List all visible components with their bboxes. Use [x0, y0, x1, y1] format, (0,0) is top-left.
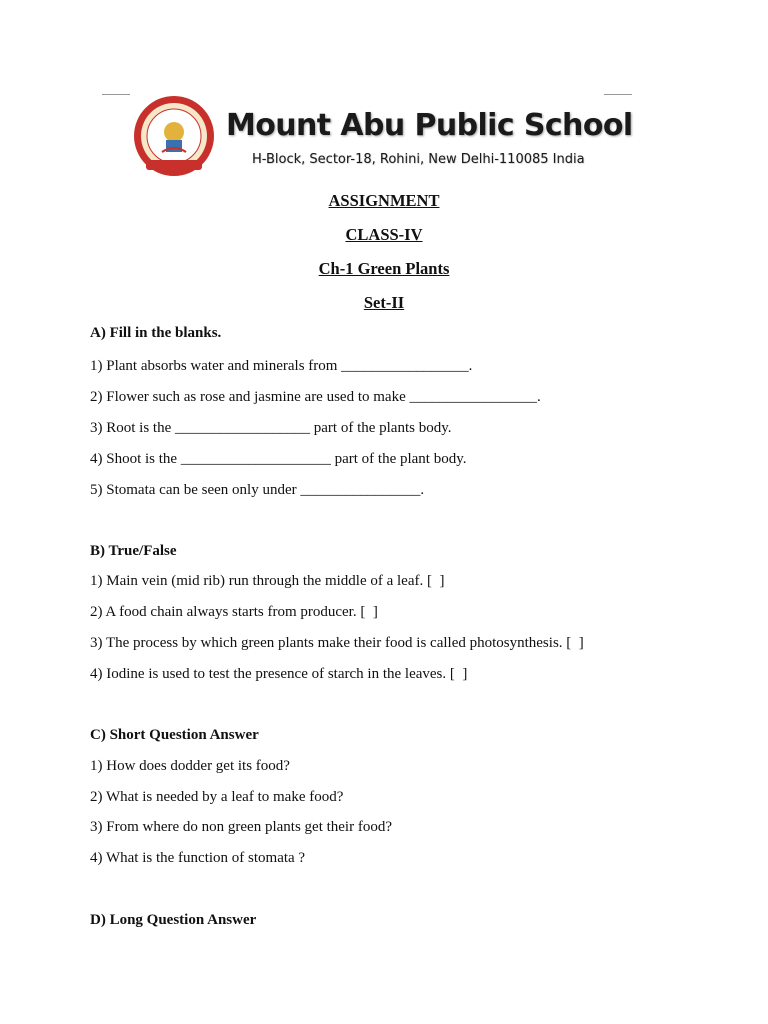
fill-blank-item-1: 1) Plant absorbs water and minerals from _________________. [90, 358, 473, 374]
fill-blank-item-2: 2) Flower such as rose and jasmine are used to make _________________. [90, 389, 541, 405]
set-title: Set-II [363, 293, 405, 312]
section-c-heading: C) Short Question Answer [90, 727, 259, 743]
fill-blank-item-5: 5) Stomata can be seen only under ________________. [90, 482, 425, 498]
short-question-item-4: 4) What is the function of stomata ? [90, 850, 306, 866]
school-name: Mount Abu Public School [226, 108, 633, 143]
school-header [96, 88, 672, 180]
true-false-item-3: 3) The process by which green plants make their food is called photosynthesis. [ ] [90, 635, 584, 651]
fill-blank-item-3: 3) Root is the __________________ part of the plants body. [90, 420, 452, 436]
short-question-item-3: 3) From where do non green plants get their food? [90, 819, 392, 835]
school-logo [132, 94, 216, 178]
chapter-title: Ch-1 Green Plants [318, 259, 450, 278]
assignment-title: ASSIGNMENT [328, 191, 440, 210]
true-false-item-4: 4) Iodine is used to test the presence of starch in the leaves. [ ] [90, 666, 468, 682]
section-b-heading: B) True/False [90, 543, 177, 559]
section-a-heading: A) Fill in the blanks. [90, 325, 222, 341]
class-title: CLASS-IV [345, 225, 423, 244]
true-false-item-1: 1) Main vein (mid rib) run through the middle of a leaf. [ ] [90, 573, 445, 589]
true-false-item-2: 2) A food chain always starts from producer. [ ] [90, 604, 378, 620]
section-d-heading: D) Long Question Answer [90, 912, 257, 928]
short-question-item-1: 1) How does dodder get its food? [90, 758, 290, 774]
header-rule-right [604, 94, 632, 95]
short-question-item-2: 2) What is needed by a leaf to make food? [90, 789, 344, 805]
school-address: H-Block, Sector-18, Rohini, New Delhi-110085 India [252, 152, 585, 167]
header-rule-left [102, 94, 130, 95]
fill-blank-item-4: 4) Shoot is the ____________________ part of the plant body. [90, 451, 467, 467]
